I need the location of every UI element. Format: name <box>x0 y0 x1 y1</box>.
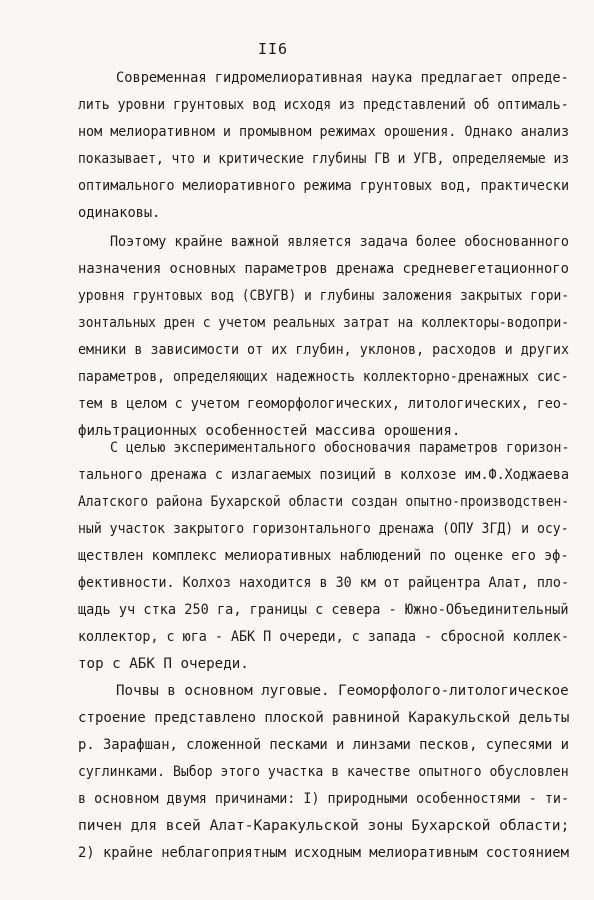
text-line: зонтальных дрен с учетом реальных затрат на коллекторы-водопри- <box>78 315 570 331</box>
text-line: ном мелиоративном и промывном режимах орошения. Однако анализ <box>78 124 570 140</box>
text-line: тор с АБК П очереди. <box>78 656 249 672</box>
text-line: Алатского района Бухарской области создан опытно-производствен- <box>78 494 570 510</box>
text-line: Поэтому крайне важной является задача более обоснованного <box>110 234 569 250</box>
text-line: лить уровни грунтовых вод исходя из представлений об оптималь- <box>78 97 569 113</box>
text-line: оптимального мелиоративного режима грунтовых вод, практически <box>78 178 570 194</box>
text-line: уровня грунтовых вод (СВУГВ) и глубины заложения закрытых гори- <box>78 288 570 304</box>
text-line: фильтрационных особенностей массива орошения. <box>78 423 461 439</box>
text-line: показывает, что и критические глубины ГВ и УГВ, определяемые из <box>78 151 570 167</box>
text-line: Почвы в основном луговые. Геоморфолого-литологическое <box>116 683 569 699</box>
text-line: строение представлено плоской равниной Каракульской дельты <box>78 710 570 726</box>
text-line: тем в целом с учетом геоморфологических, литологических, гео- <box>78 396 570 412</box>
text-line: 2) крайне неблагоприятным исходным мелиоративным состоянием <box>78 845 569 861</box>
text-line: одинаковы. <box>78 205 161 221</box>
text-line: С целью экспериментального обосновачия параметров горизон- <box>110 440 570 456</box>
text-line: фективности. Колхоз находится в 30 км от райцентра Алат, пло- <box>78 575 570 591</box>
text-line: пичен для всей Алат-Каракульской зоны Бухарской области; <box>78 818 570 834</box>
text-line: ный участок закрытого горизонтального дренажа (ОПУ ЗГД) и осу- <box>78 521 569 537</box>
text-line: коллектор, с юга - АБК П очереди, с запада - сбросной коллек- <box>78 629 570 645</box>
text-line: ществлен комплекс мелиоративных наблюдений по оценке его эф- <box>78 548 569 564</box>
text-line: суглинками. Выбор этого участка в качестве опытного обусловлен <box>78 764 569 780</box>
text-line: р. Зарафшан, сложенной песками и линзами песков, супесями и <box>78 737 569 753</box>
text-line: емники в зависимости от их глубин, уклонов, расходов и других <box>78 342 570 358</box>
text-line: щадь уч стка 250 га, границы с севера - Южно-Объединительный <box>78 602 569 618</box>
page-number: II6 <box>258 40 289 58</box>
text-line: в основном двумя причинами: I) природными особенностями - ти- <box>78 791 570 807</box>
text-line: параметров, определяющих надежность коллекторно-дренажных сис- <box>78 369 569 385</box>
text-line: Современная гидромелиоративная наука предлагает опреде- <box>116 70 569 86</box>
text-line: тального дренажа с излагаемых позиций в колхозе им.Ф.Ходжаева <box>78 467 570 483</box>
text-line: назначения основных параметров дренажа средневегетационного <box>78 261 569 277</box>
